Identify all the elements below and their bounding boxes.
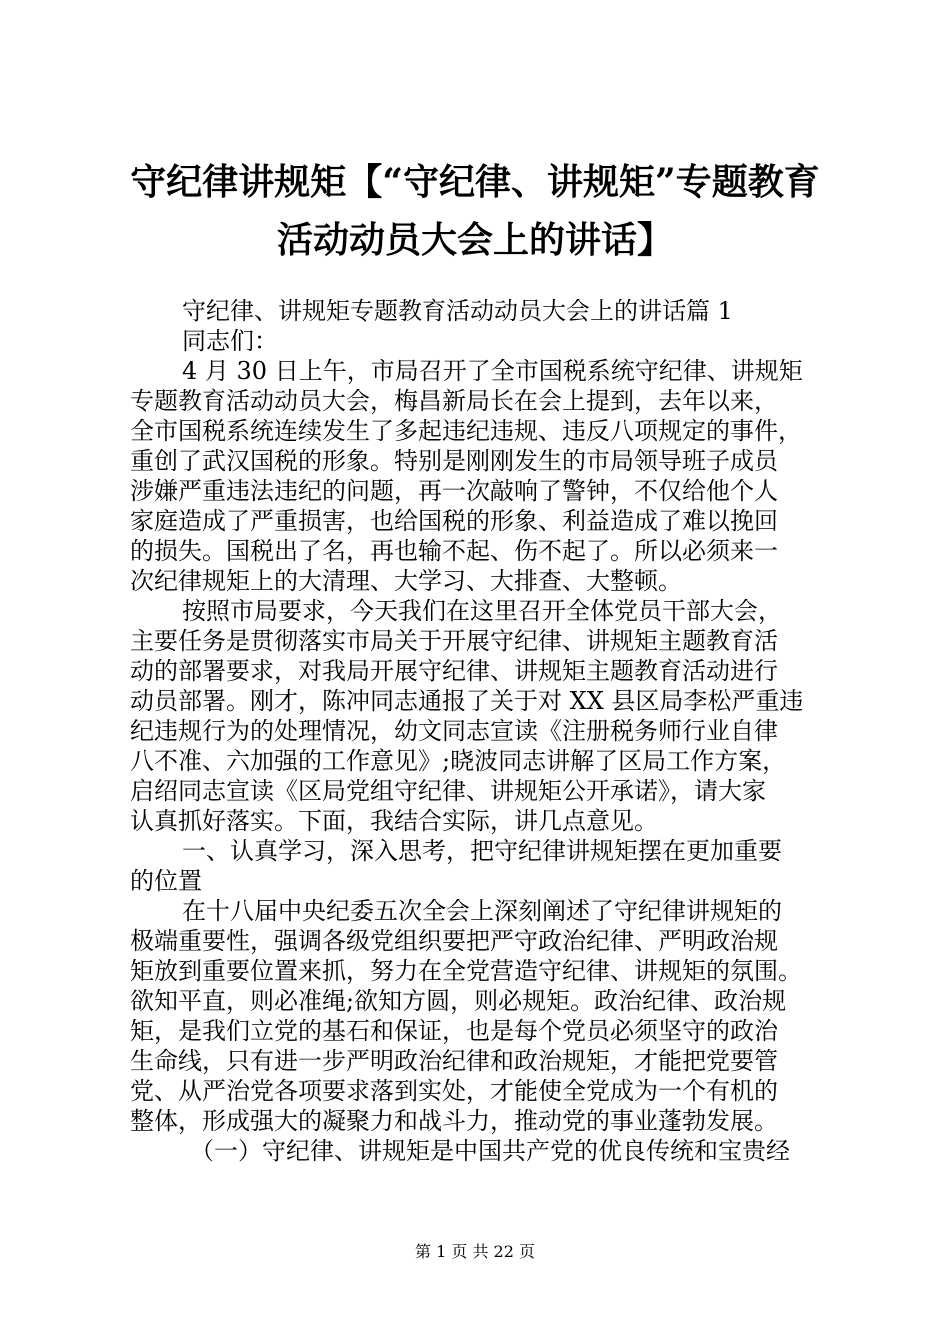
subsection-heading: 的位置 <box>130 867 202 895</box>
salutation: 同志们： <box>182 327 278 355</box>
document-title-line-1: 守纪律讲规矩【“守纪律、讲规矩”专题教育 <box>130 161 820 203</box>
paragraph-line: 次纪律规矩上的大清理、大学习、大排查、大整顿。 <box>130 567 682 595</box>
paragraph-line: 认真抓好落实。下面，我结合实际，讲几点意见。 <box>130 807 658 835</box>
paragraph-line: 涉嫌严重违法违纪的问题，再一次敲响了警钟，不仅给他个人 <box>130 477 778 505</box>
paragraph-line: 矩，是我们立党的基石和保证，也是每个党员必须坚守的政治 <box>130 1017 778 1045</box>
paragraph-line: 动员部署。刚才，陈冲同志通报了关于对 XX 县区局李松严重违 <box>130 687 804 715</box>
paragraph-line: 4 月 30 日上午，市局召开了全市国税系统守纪律、讲规矩 <box>182 357 803 385</box>
paragraph-line: 专题教育活动动员大会，梅昌新局长在会上提到，去年以来， <box>130 387 778 415</box>
paragraph-line: 的损失。国税出了名，再也输不起、伤不起了。所以必须来一 <box>130 537 778 565</box>
paragraph-line: 重创了武汉国税的形象。特别是刚刚发生的市局领导班子成员 <box>130 447 778 475</box>
paragraph-line: 矩放到重要位置来抓，努力在全党营造守纪律、讲规矩的氛围。 <box>130 957 802 985</box>
page-number-footer: 第 1 页 共 22 页 <box>415 1242 535 1261</box>
paragraph-line: 极端重要性，强调各级党组织要把严守政治纪律、严明政治规 <box>130 927 778 955</box>
paragraph-line: 党、从严治党各项要求落到实处，才能使全党成为一个有机的 <box>130 1077 778 1105</box>
paragraph-line: 纪违规行为的处理情况，幼文同志宣读《注册税务师行业自律 <box>130 717 778 745</box>
paragraph-line: 生命线，只有进一步严明政治纪律和政治规矩，才能把党要管 <box>130 1047 778 1075</box>
paragraph-line: 八不准、六加强的工作意见》;晓波同志讲解了区局工作方案， <box>130 747 787 775</box>
paragraph-line: 欲知平直，则必准绳;欲知方圆，则必规矩。政治纪律、政治规 <box>130 987 787 1015</box>
paragraph-line: 整体，形成强大的凝聚力和战斗力，推动党的事业蓬勃发展。 <box>130 1107 778 1135</box>
section-heading: 守纪律、讲规矩专题教育活动动员大会上的讲话篇 1 <box>182 297 733 325</box>
subsection-heading: （一）守纪律、讲规矩是中国共产党的优良传统和宝贵经 <box>190 1137 790 1165</box>
document-title-line-2: 活动动员大会上的讲话】 <box>276 219 673 261</box>
document-body <box>130 296 830 1166</box>
paragraph-line: 全市国税系统连续发生了多起违纪违规、违反八项规定的事件， <box>130 417 802 445</box>
paragraph-line: 主要任务是贯彻落实市局关于开展守纪律、讲规矩主题教育活 <box>130 627 778 655</box>
paragraph-line: 按照市局要求，今天我们在这里召开全体党员干部大会， <box>182 597 782 625</box>
paragraph-line: 动的部署要求，对我局开展守纪律、讲规矩主题教育活动进行 <box>130 657 778 685</box>
subsection-heading: 一、认真学习，深入思考，把守纪律讲规矩摆在更加重要 <box>182 837 782 865</box>
paragraph-line: 家庭造成了严重损害，也给国税的形象、利益造成了难以挽回 <box>130 507 778 535</box>
paragraph-line: 在十八届中央纪委五次全会上深刻阐述了守纪律讲规矩的 <box>182 897 782 925</box>
paragraph-line: 启绍同志宣读《区局党组守纪律、讲规矩公开承诺》，请大家 <box>130 777 766 805</box>
